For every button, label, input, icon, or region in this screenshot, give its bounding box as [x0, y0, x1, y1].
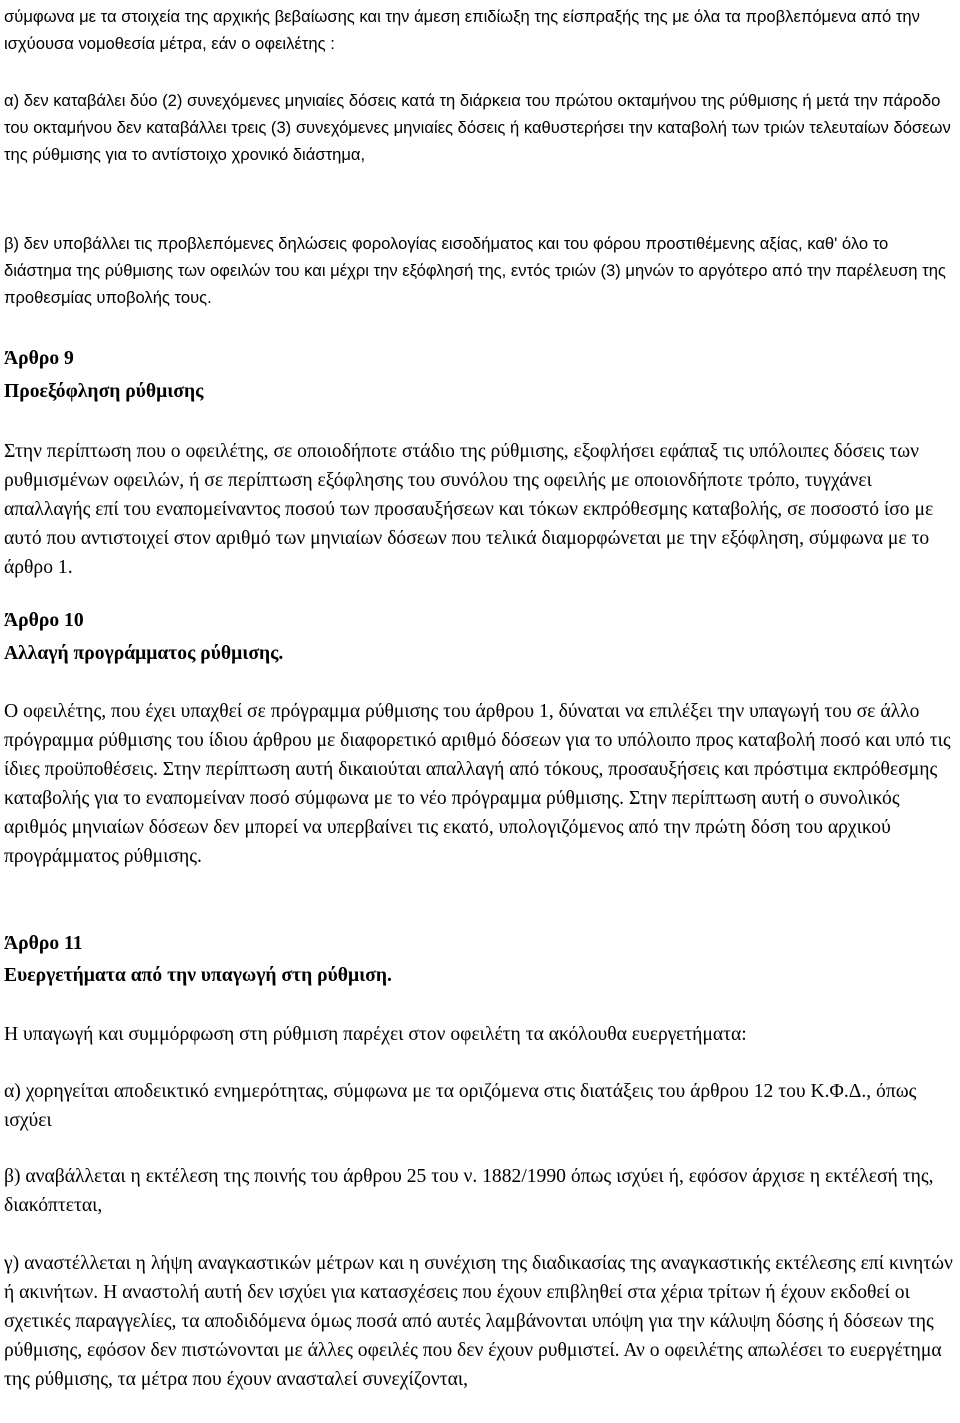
article-11-number: Άρθρο 11 [4, 933, 83, 954]
paragraph-condition-a: α) δεν καταβάλει δύο (2) συνεχόμενες μηνιαίες δόσεις κατά τη διάρκεια του πρώτου οκταμήνου της ρύθμισης ή μετά την πάροδο του οκταμήνου δεν καταβάλλει τρεις (3) συνεχόμενες μηνιαίες δόσεις ή καθυστερήσει την καταβολή των τριών τελευταίων δόσεων της ρύθμισης για το αντίστοιχο χρονικό διάστημα, [4, 91, 951, 165]
article-11-benefit-c: γ) αναστέλλεται η λήψη αναγκαστικών μέτρων και η συνέχιση της διαδικασίας της αναγκαστικής εκτέλεσης επί κινητών ή ακινήτων. Η αναστολή αυτή δεν ισχύει για κατασχέσεις που έχουν επιβληθεί στα χέρια τρίτων ή έχουν εκδοθεί οι σχετικές παραγγελίες, τα αποδιδόμενα όμως ποσά από αυτές λαμβάνονται υπόψη για την κάλυψη δόσης ή δόσεων της ρύθμισης, εφόσον δεν πιστώνονται με άλλες οφειλές που δεν έχουν ρυθμιστεί. Αν ο οφειλέτης απωλέσει το ευεργέτημα της ρύθμισης, τα μέτρα που έχουν ανασταλεί συνεχίζονται, [4, 1253, 953, 1390]
article-10-title: Αλλαγή προγράμματος ρύθμισης. [4, 643, 284, 664]
paragraph-intro-continuation: σύμφωνα με τα στοιχεία της αρχικής βεβαίωσης και την άμεση επιδίωξη της είσπραξής της με όλα τα προβλεπόμενα από την ισχύουσα νομοθεσία μέτρα, εάν ο οφειλέτης : [4, 7, 920, 54]
article-9-title: Προεξόφληση ρύθμισης [4, 381, 204, 402]
article-9-number: Άρθρο 9 [4, 348, 74, 369]
article-11-title: Ευεργετήματα από την υπαγωγή στη ρύθμιση. [4, 965, 392, 986]
paragraph-condition-b: β) δεν υποβάλλει τις προβλεπόμενες δηλώσεις φορολογίας εισοδήματος και του φόρου προστιθέμενης αξίας, καθ' όλο το διάστημα της ρύθμισης των οφειλών του και μέχρι την εξόφλησή της, εντός τριών (3) μηνών το αργότερο από την παρέλευση της προθεσμίας υποβολής τους. [4, 234, 946, 308]
article-10-paragraph: Ο οφειλέτης, που έχει υπαχθεί σε πρόγραμμα ρύθμισης του άρθρου 1, δύναται να επιλέξει την υπαγωγή του σε άλλο πρόγραμμα ρύθμισης του ίδιου άρθρου με διαφορετικό αριθμό δόσεων για το υπόλοιπο προς καταβολή ποσό και υπό τις ίδιες προϋποθέσεις. Στην περίπτωση αυτή δικαιούται απαλλαγή από τόκους, προσαυξήσεις και πρόστιμα εκπρόθεσμης καταβολής για το εναπομείναν ποσό σύμφωνα με το νέο πρόγραμμα ρύθμισης. Στην περίπτωση αυτή ο συνολικός αριθμός μηνιαίων δόσεων δεν μπορεί να υπερβαίνει τις εκατό, υπολογιζόμενος από την πρώτη δόση του αρχικού προγράμματος ρύθμισης. [4, 701, 951, 867]
article-9-paragraph: Στην περίπτωση που ο οφειλέτης, σε οποιοδήποτε στάδιο της ρύθμισης, εξοφλήσει εφάπαξ τις υπόλοιπες δόσεις των ρυθμισμένων οφειλών, ή σε περίπτωση εξόφλησης του συνόλου της οφειλής με οποιονδήποτε τρόπο, τυγχάνει απαλλαγής επί του εναπομείναντος ποσού των προσαυξήσεων και τόκων εκπρόθεσμης καταβολής, σε ποσοστό ίσο με αυτό που αντιστοιχεί στον αριθμό των μηνιαίων δόσεων που τελικά διαμορφώνεται με την εξόφληση, σύμφωνα με το άρθρο 1. [4, 441, 934, 578]
article-11-benefit-a: α) χορηγείται αποδεικτικό ενημερότητας, σύμφωνα με τα οριζόμενα στις διατάξεις του άρθρου 12 του Κ.Φ.Δ., όπως ισχύει [4, 1081, 917, 1131]
article-10-number: Άρθρο 10 [4, 610, 84, 631]
article-11-intro: Η υπαγωγή και συμμόρφωση στη ρύθμιση παρέχει στον οφειλέτη τα ακόλουθα ευεργετήματα: [4, 1024, 747, 1045]
article-11-benefit-b: β) αναβάλλεται η εκτέλεση της ποινής του άρθρου 25 του ν. 1882/1990 όπως ισχύει ή, εφόσον άρχισε η εκτέλεσή της, διακόπτεται, [4, 1166, 934, 1216]
